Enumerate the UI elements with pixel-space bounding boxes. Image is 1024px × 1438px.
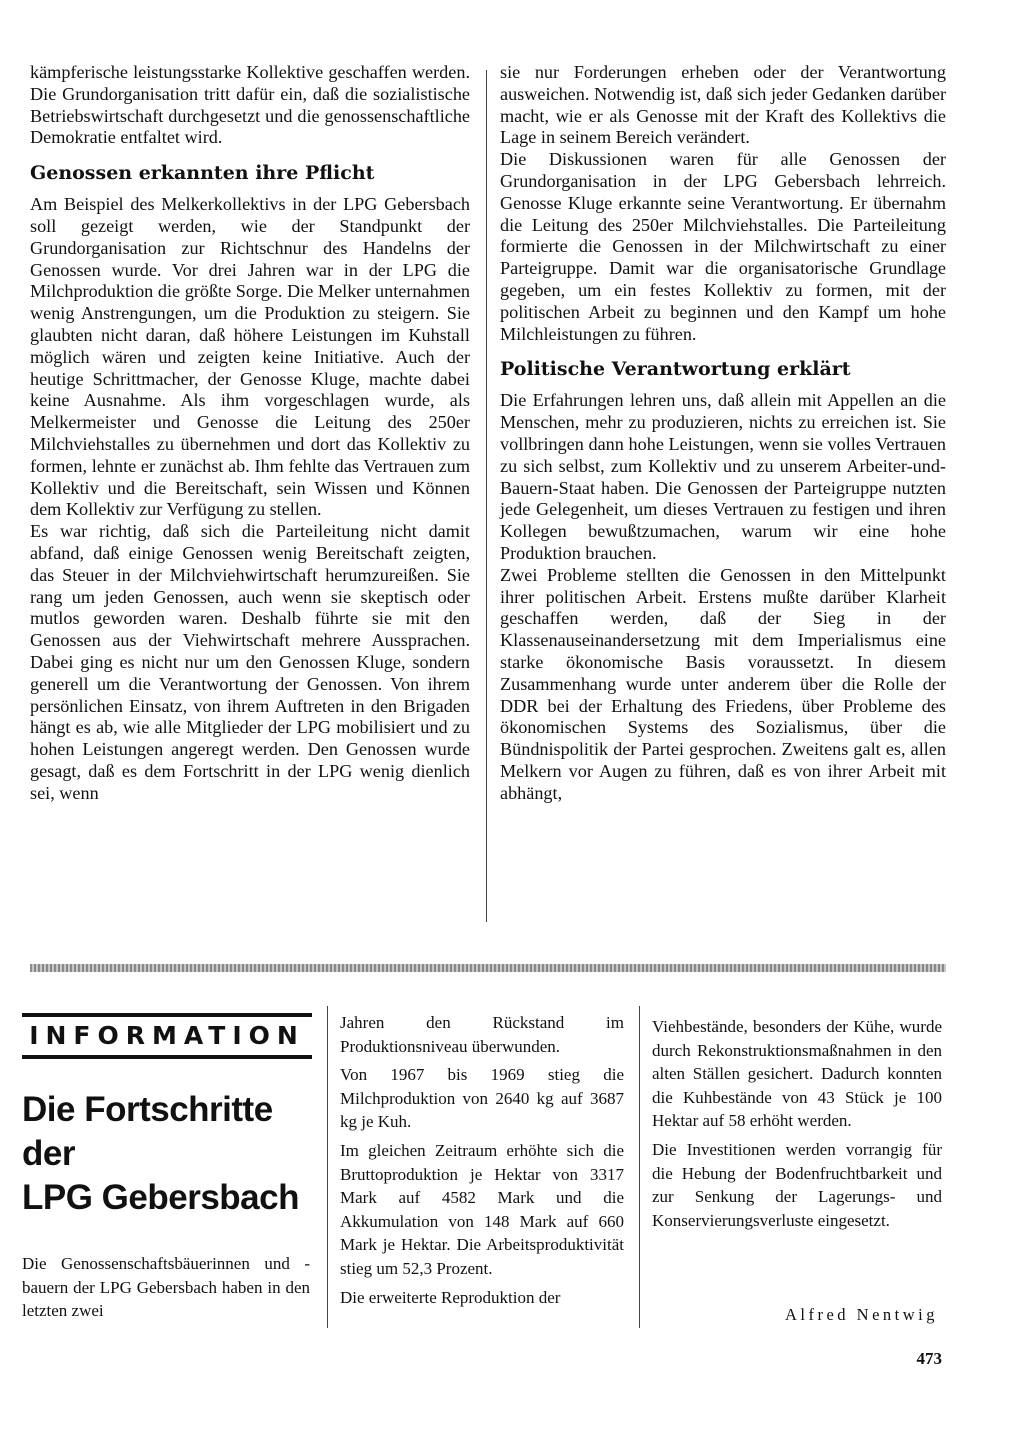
article-paragraph: sie nur Forderungen erheben oder der Verantwortung ausweichen. Notwendig ist, daß sich jeder Gedanken darüber macht, wie er als Genosse mit der Kraft des Kollektivs die Lage in seinem Bereich verändert. xyxy=(500,62,946,148)
article-right-column xyxy=(500,62,946,805)
information-title xyxy=(22,1088,322,1220)
article-paragraph: Die Erfahrungen lehren uns, daß allein mit Appellen an die Menschen, mehr zu produzieren, nichts zu erreichen ist. Sie vollbringen dann hohe Leistungen, wenn sie volles Vertrauen zu sich selbst, zum Kollektiv und zu unserem Arbeiter-und-Bauern-Staat haben. Die Genossen der Parteigruppe nutzten jede Gelegenheit, um dieses Vertrauen zu festigen und ihren Kollegen bewußtzumachen, warum wir eine hohe Produktion brauchen. xyxy=(500,390,946,563)
information-column-3 xyxy=(652,1015,942,1237)
information-paragraph: Von 1967 bis 1969 stieg die Milchproduktion von 2640 kg auf 3687 kg je Kuh. xyxy=(340,1065,624,1132)
information-paragraph: Jahren den Rückstand im Produktionsniveau überwunden. xyxy=(340,1013,624,1056)
information-title-line: LPG Gebersbach xyxy=(22,1178,299,1217)
information-paragraph: Die erweiterte Reproduktion der xyxy=(340,1287,561,1307)
column-divider xyxy=(486,70,487,922)
information-title-line: Die Fortschritte xyxy=(22,1090,273,1129)
article-paragraph: Die Diskussionen waren für alle Genossen der Grundorganisation in der LPG Gebersbach lehrreich. Genosse Kluge erkannte seine Verantwortung. Er übernahm die Leitung des 250er Milchviehstalles. Die Parteileitung formierte die Genossen in der Milchwirtschaft zu einer Parteigruppe. Damit war die organisatorische Grundlage gegeben, um ein festes Kollektiv zu formen, mit der politischen Arbeit zu beginnen und den Kampf um hohe Milchleistungen zu führen. xyxy=(500,149,946,344)
article-paragraph: Es war richtig, daß sich die Parteileitung nicht damit abfand, daß einige Genossen wenig Bereitschaft zeigten, das Steuer in der Milchviehwirtschaft herumzureißen. Sie rang um jeden Genossen, auch wenn sie skeptisch oder mutlos geworden waren. Deshalb führte sie mit den Genossen aus der Viehwirtschaft mehrere Aussprachen. Dabei ging es nicht nur um den Genossen Kluge, sondern generell um die Verantwortung der Genossen. Von ihrem persönlichen Einsatz, von ihrem Auftreten in den Brigaden hängt es ab, wie alle Mitglieder der LPG mobilisiert und zu hohen Leistungen angeregt werden. Den Genossen wurde gesagt, daß es dem Fortschritt in der LPG wenig dienlich sei, wenn xyxy=(30,521,470,803)
column-divider xyxy=(327,1006,328,1328)
section-heading-pflicht: Genossen erkannten ihre Pflicht xyxy=(30,162,375,185)
article-left-column xyxy=(30,62,470,805)
information-paragraph: Die Genossenschaftsbäuerinnen und -bauern der LPG Gebersbach haben in den letzten zwei xyxy=(22,1254,310,1321)
information-title-line: der xyxy=(22,1134,75,1173)
page-number: 473 xyxy=(916,1349,942,1368)
article-intro-text: kämpferische leistungsstarke Kollektive geschaffen werden. Die Grundorganisation tritt dafür ein, daß die sozialistische Betriebswirtschaft durchgesetzt und die genossenschaftliche Demokratie entfaltet wird. xyxy=(30,62,470,148)
information-paragraph: Im gleichen Zeitraum erhöhte sich die Bruttoproduktion je Hektar von 3317 Mark auf 4582 Mark und die Akkumulation von 148 Mark auf 660 Mark je Hektar. Die Arbeitsproduktivität stieg um 52,3 Prozent. xyxy=(340,1140,624,1278)
section-heading-verantwortung: Politische Verantwortung erklärt xyxy=(500,358,851,381)
information-paragraph: Die Investitionen werden vorrangig für die Hebung der Bodenfruchtbarkeit und zur Senkung der Lagerungs- und Konservierungsverluste eingesetzt. xyxy=(652,1139,942,1230)
information-column-2 xyxy=(340,1011,624,1314)
author-signature: Alfred Nentwig xyxy=(784,1305,938,1324)
information-label: INFORMATION xyxy=(22,1013,312,1059)
article-paragraph: Am Beispiel des Melkerkollektivs in der LPG Gebersbach soll gezeigt werden, wie der Standpunkt der Grundorganisation zur Richtschnur des Handelns der Genossen wurde. Vor drei Jahren war in der LPG die Milchproduktion die größte Sorge. Die Melker unternahmen wenig Anstrengungen, um die Produktion zu steigern. Sie glaubten nicht daran, daß höhere Leistungen im Kuhstall möglich wären und zeigten keine Initiative. Auch der heutige Schrittmacher, der Genosse Kluge, machte dabei keine Ausnahme. Als ihm vorgeschlagen wurde, als Melkermeister und Genosse die Leitung des 250er Milchviehstalles zu übernehmen und dort das Kollektiv zu formen, lehnte er zunächst ab. Ihm fehlte das Vertrauen zum Kollektiv und die Bereitschaft, sein Wissen und Können dem Kollektiv zur Verfügung zu stellen. xyxy=(30,194,470,520)
article-paragraph: Zwei Probleme stellten die Genossen in den Mittelpunkt ihrer politischen Arbeit. Erstens mußte darüber Klarheit geschaffen werden, daß der Sieg in der Klassenauseinandersetzung mit dem Imperialismus eine starke ökonomische Basis voraussetzt. In diesem Zusammenhang wurde unter anderem über die Rolle der DDR bei der Erhaltung des Friedens, über Probleme des ökonomischen Systems des Sozialismus, über die Bündnispolitik der Partei gesprochen. Zweitens galt es, allen Melkern vor Augen zu führen, daß es von ihrer Arbeit mit abhängt, xyxy=(500,564,946,803)
section-divider xyxy=(30,964,946,972)
information-column-1 xyxy=(22,1252,310,1328)
column-divider xyxy=(639,1006,640,1328)
information-paragraph: Viehbestände, besonders der Kühe, wurde durch Rekonstruktionsmaßnahmen in den alten Ställen gesichert. Dadurch konnten die Kuhbestände von 43 Stück je 100 Hektar auf 58 erhöht werden. xyxy=(652,1017,942,1131)
